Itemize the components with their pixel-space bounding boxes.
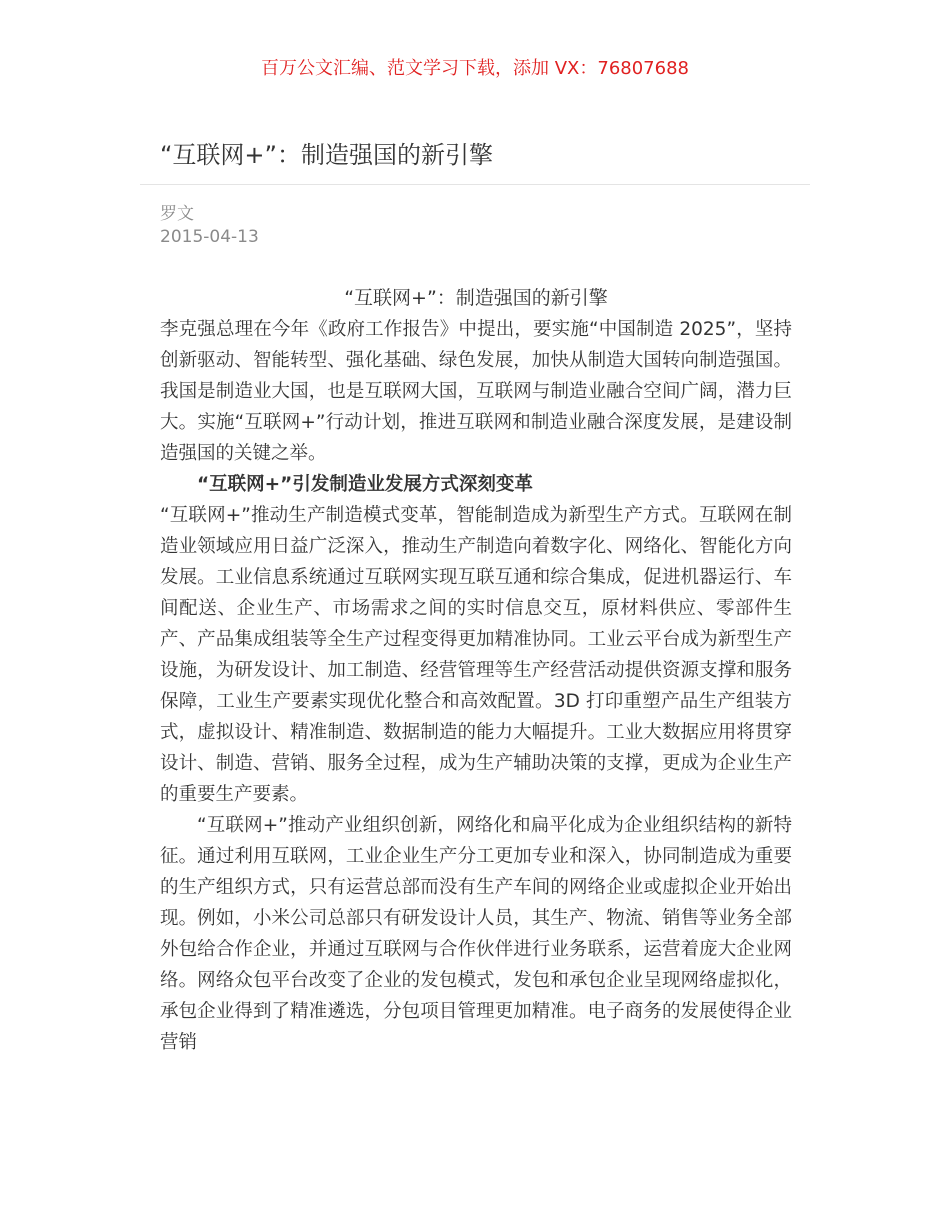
title-divider: [140, 184, 810, 185]
article-meta: [160, 203, 259, 249]
page-title: “互联网+”：制造强国的新引擎: [160, 141, 493, 169]
paragraph-1: 李克强总理在今年《政府工作报告》中提出，要实施“中国制造 2025”，坚持创新驱动、智能转型、强化基础、绿色发展，加快从制造大国转向制造强国。我国是制造业大国，也是互联网大国，互联网与制造业融合空间广阔，潜力巨大。实施“互联网+”行动计划，推进互联网和制造业融合深度发展，是建设制造强国的关键之举。: [160, 319, 792, 464]
article-heading: “互联网+”：制造强国的新引擎: [344, 287, 608, 309]
author-name: 罗文: [160, 204, 194, 224]
paragraph-3: “互联网+”推动产业组织创新，网络化和扁平化成为企业组织结构的新特征。通过利用互联网，工业企业生产分工更加专业和深入，协同制造成为重要的生产组织方式，只有运营总部而没有生产车间的网络企业或虚拟企业开始出现。例如，小米公司总部只有研发设计人员，其生产、物流、销售等业务全部外包给合作企业，并通过互联网与合作伙伴进行业务联系，运营着庞大企业网络。网络众包平台改变了企业的发包模式，发包和承包企业呈现网络虚拟化，承包企业得到了精准遴选，分包项目管理更加精准。电子商务的发展使得企业营销: [160, 815, 792, 1053]
section-heading-1: “互联网+”引发制造业发展方式深刻变革: [197, 474, 533, 495]
paragraph-2: “互联网+”推动生产制造模式变革，智能制造成为新型生产方式。互联网在制造业领域应用日益广泛深入，推动生产制造向着数字化、网络化、智能化方向发展。工业信息系统通过互联网实现互联互通和综合集成，促进机器运行、车间配送、企业生产、市场需求之间的实时信息交互，原材料供应、零部件生产、产品集成组装等全生产过程变得更加精准协同。工业云平台成为新型生产设施，为研发设计、加工制造、经营管理等生产经营活动提供资源支撑和服务保障，工业生产要素实现优化整合和高效配置。3D 打印重塑产品生产组装方式，虚拟设计、精准制造、数据制造的能力大幅提升。工业大数据应用将贯穿设计、制造、营销、服务全过程，成为生产辅助决策的支撑，更成为企业生产的重要生产要素。: [160, 505, 792, 805]
publish-date: 2015-04-13: [160, 227, 259, 247]
promo-banner: 百万公文汇编、范文学习下载，添加 VX：76807688: [261, 58, 689, 79]
article-body: [160, 283, 792, 1058]
